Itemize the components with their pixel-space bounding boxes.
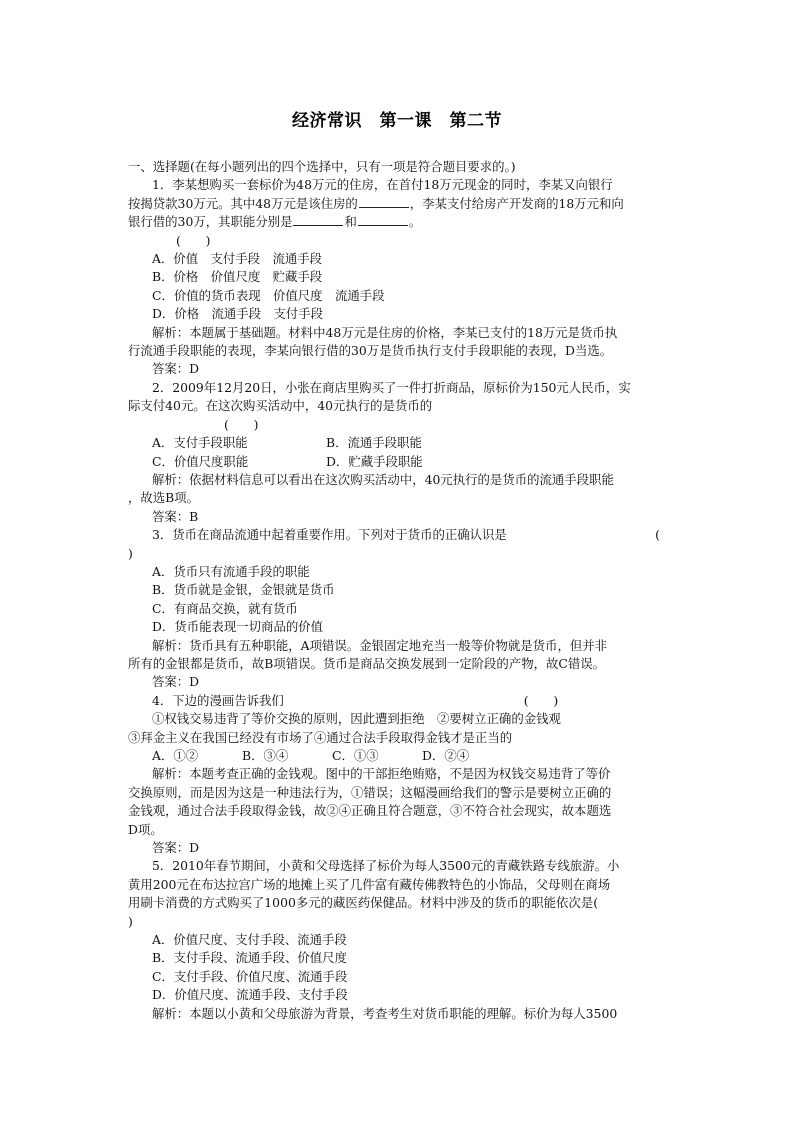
q1-analysis-line-1: 解析：本题属于基础题。材料中48万元是住房的价格，李某已支付的18万元是货币执 <box>152 324 618 340</box>
q2-options-row-2 <box>128 453 672 471</box>
q5-stem-line-1: 5．2010年春节期间，小黄和父母选择了标价为每人3500元的青藏铁路专线旅游。小 <box>152 858 620 874</box>
section-header: 一、选择题(在每小题列出的四个选择中，只有一项是符合题目要求的。) <box>128 159 516 174</box>
q1-stem-line-2: 按揭贷款30万元。其中48万元是该住房的 ，李某支付给房产开发商的18万元和向 <box>128 195 624 211</box>
q2-option-d: D．贮藏手段职能 <box>326 453 423 469</box>
q1-option-a: A．价值 支付手段 流通手段 <box>152 251 323 267</box>
q5-option-d: D．价值尺度、流通手段、支付手段 <box>152 987 348 1003</box>
q4-analysis-line-3: 金钱观，通过合法手段取得金钱，故②④正确且符合题意，③不符合社会现实，故本题选 <box>128 803 612 819</box>
q3-analysis-line-2: 所有的金银都是货币，故B项错误。货币是商品交换发展到一定阶段的产物，故C错误。 <box>128 655 606 671</box>
q2-answer-paren: ( ) <box>224 416 259 432</box>
q5-option-a: A．价值尺度、支付手段、流通手段 <box>152 932 347 948</box>
answer-blank <box>293 213 343 226</box>
answer-blank <box>359 195 409 208</box>
q3-option-b: B．货币就是金银，金银就是货币 <box>152 582 335 598</box>
q4-analysis-line-4: D项。 <box>128 821 163 837</box>
q3-option-a: A．货币只有流通手段的职能 <box>152 563 310 579</box>
q5-stem-line-2: 黄用200元在布达拉宫广场的地摊上买了几件富有藏传佛教特色的小饰品，父母则在商场 <box>128 876 611 892</box>
q2-answer: 答案：B <box>152 508 199 524</box>
q2-analysis-line-2: ，故选B项。 <box>128 490 200 506</box>
q4-option-c: C．①③ <box>332 748 379 763</box>
q3-option-d: D．货币能表现一切商品的价值 <box>152 619 324 635</box>
q5-stem-line-3: 用刷卡消费的方式购买了1000多元的藏医药保健品。材料中涉及的货币的职能依次是( <box>128 895 599 911</box>
q4-answer: 答案：D <box>152 840 200 856</box>
q1-stem-line-1: 1．李某想购买一套标价为48万元的住房，在首付18万元现金的同时，李某又向银行 <box>152 177 613 193</box>
question-4 <box>128 692 672 858</box>
q1-analysis-line-2: 行流通手段职能的表现，李某向银行借的30万是货币执行支付手段职能的表现，D当选。 <box>128 343 613 359</box>
q5-stem-line-4: ) <box>128 913 133 929</box>
question-1 <box>128 176 672 378</box>
q3-answer: 答案：D <box>152 674 200 690</box>
q2-stem-line-1: 2．2009年12月20日，小张在商店里购买了一件打折商品，原标价为150元人民币，实 <box>152 379 631 395</box>
q5-option-b: B．支付手段、流通手段、价值尺度 <box>152 950 347 966</box>
q1-stem-line-3: 银行借的30万，其职能分别是 和 。 <box>128 214 422 230</box>
q4-stem-line-1: 4．下边的漫画告诉我们 ( ) <box>152 692 559 708</box>
answer-blank <box>358 213 408 226</box>
page-title: 经济常识 第一课 第二节 <box>292 111 502 131</box>
q3-analysis-line-1: 解析：货币具有五种职能，A项错误。金银固定地充当一般等价物就是货币，但并非 <box>152 637 608 653</box>
q2-option-c: C．价值尺度职能 <box>152 453 249 469</box>
q4-option-d: D．②④ <box>422 748 470 763</box>
q4-statements-line-1: ①权钱交易违背了等价交换的原则，因此遭到拒绝 ②要树立正确的金钱观 <box>152 711 561 727</box>
q4-option-b: B．③④ <box>242 748 289 763</box>
q3-stem-line-1: 3．货币在商品流通中起着重要作用。下列对于货币的正确认识是 ( <box>152 527 660 543</box>
q4-analysis-line-2: 交换原则，而是因为这是一种违法行为，①错误；这幅漫画给我们的警示是要树立正确的 <box>128 784 612 800</box>
q1-option-d: D．价格 流通手段 支付手段 <box>152 306 324 322</box>
q2-options-row-1 <box>128 434 672 452</box>
q4-statements-line-2: ③拜金主义在我国已经没有市场了④通过合法手段取得金钱才是正当的 <box>128 729 513 745</box>
q4-analysis-line-1: 解析：本题考查正确的金钱观。图中的干部拒绝贿赂，不是因为权钱交易违背了等价 <box>152 766 611 782</box>
question-3 <box>128 526 672 692</box>
q1-option-c: C．价值的货币表现 价值尺度 流通手段 <box>152 287 385 303</box>
q2-option-a: A．支付手段职能 <box>152 435 248 451</box>
q5-analysis-line-1: 解析：本题以小黄和父母旅游为背景，考查考生对货币职能的理解。标价为每人3500 <box>152 1005 618 1021</box>
q1-answer: 答案：D <box>152 361 200 377</box>
q4-options-row <box>128 747 672 765</box>
q2-option-b: B．流通手段职能 <box>326 435 422 451</box>
question-5 <box>128 857 672 1023</box>
q3-option-c: C．有商品交换，就有货币 <box>152 600 298 616</box>
q4-answer-paren: ( ) <box>523 692 559 708</box>
q2-analysis-line-1: 解析：依据材料信息可以看出在这次购买活动中，40元执行的是货币的流通手段职能 <box>152 471 614 487</box>
q1-option-b: B．价格 价值尺度 贮藏手段 <box>152 269 323 285</box>
q3-stem-line-2: ) <box>128 545 133 561</box>
q1-answer-paren: ( ) <box>176 232 211 248</box>
question-2 <box>128 379 672 526</box>
q5-option-c: C．支付手段、价值尺度、流通手段 <box>152 968 348 984</box>
q2-stem-line-2: 际支付40元。在这次购买活动中，40元执行的是货币的 <box>128 398 433 414</box>
q4-option-a: A．①② <box>152 748 199 763</box>
document-body <box>128 158 672 1023</box>
